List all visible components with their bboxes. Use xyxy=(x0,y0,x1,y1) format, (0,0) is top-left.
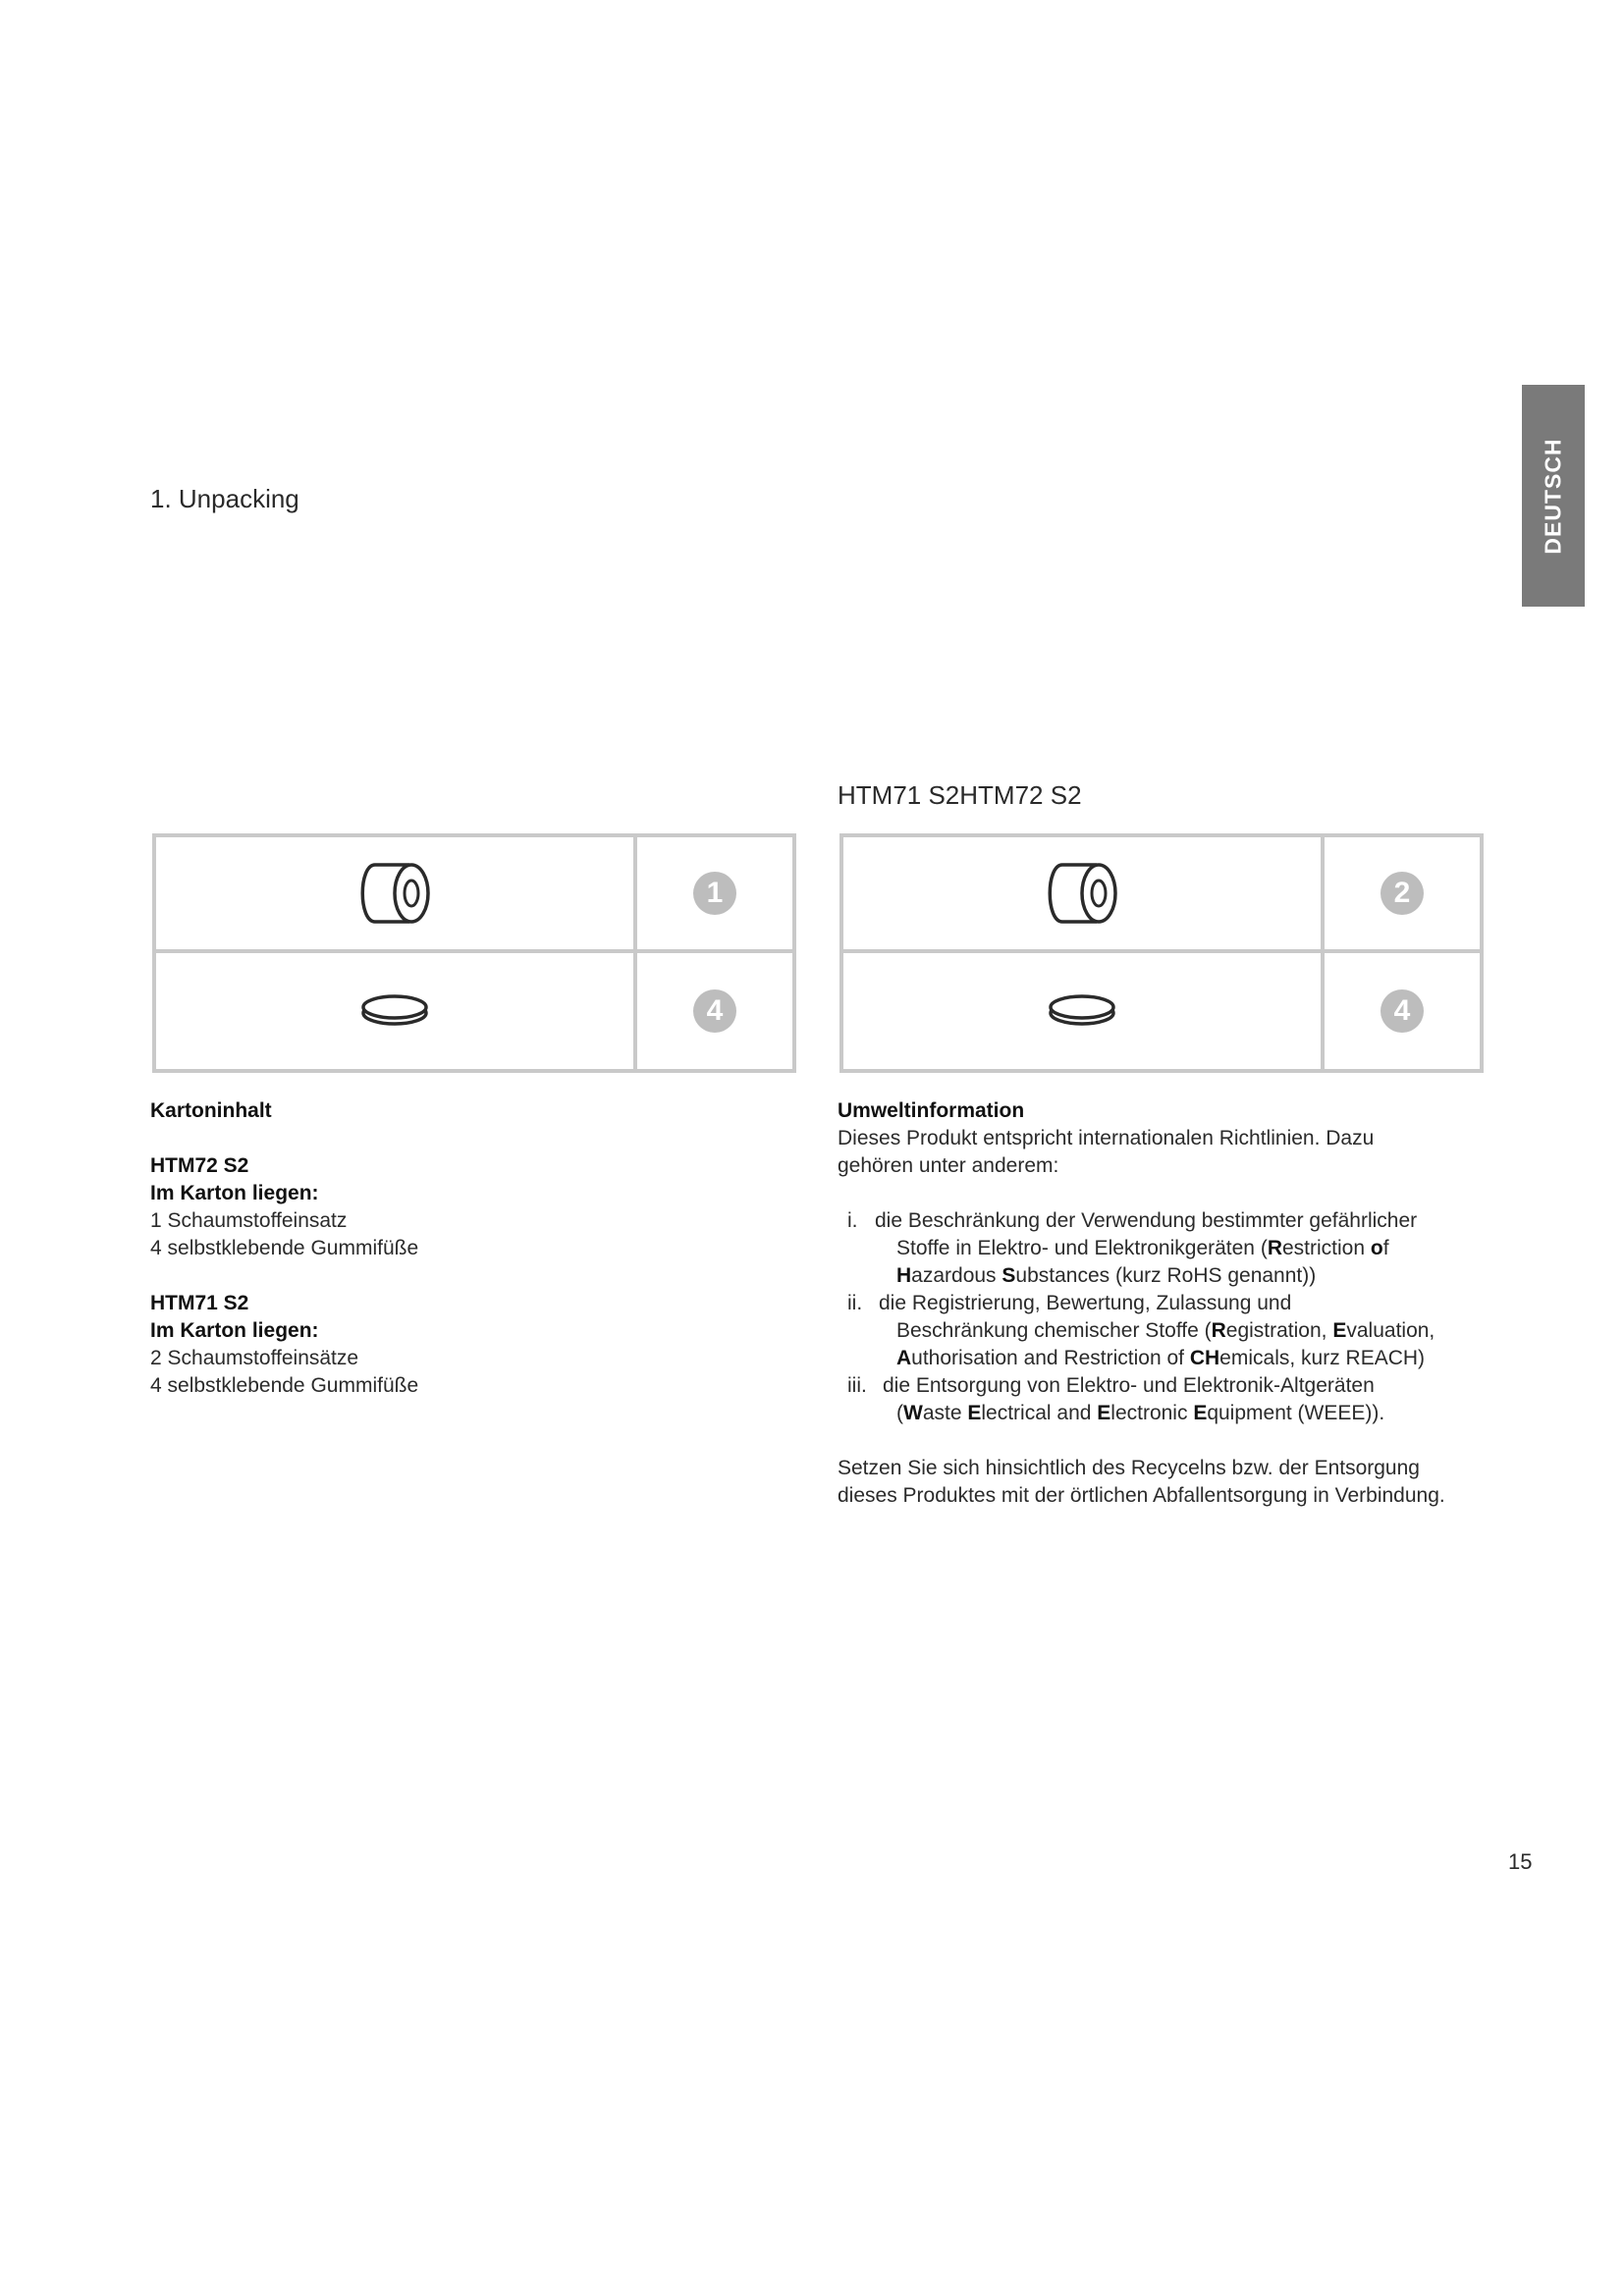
figure-left-foam-qty-cell xyxy=(637,837,792,953)
directive-item-weee xyxy=(838,1372,1505,1427)
figure-right-foam-qty-cell xyxy=(1325,837,1480,953)
foam-insert-icon xyxy=(351,859,439,928)
quantity-badge: 4 xyxy=(693,989,736,1033)
contents-item: 1 Schaumstoffeinsatz xyxy=(150,1209,348,1232)
directive-item-rohs xyxy=(838,1207,1505,1290)
contents-label: Im Karton liegen: xyxy=(150,1319,319,1342)
figure-left-foot-qty-cell xyxy=(637,953,792,1069)
environment-intro-line: Dieses Produkt entspricht internationalen Richtlinien. Dazu xyxy=(838,1127,1375,1149)
language-tab-label: DEUTSCH xyxy=(1540,437,1566,555)
contents-model: HTM71 S2 xyxy=(150,1292,249,1314)
directive-line: die Entsorgung von Elektro- und Elektronik-Altgeräten xyxy=(883,1374,1375,1397)
figure-right xyxy=(839,833,1484,1073)
contents-model: HTM72 S2 xyxy=(150,1154,249,1177)
contents-item: 4 selbstklebende Gummifüße xyxy=(150,1237,419,1259)
contents-item: 2 Schaumstoffeinsätze xyxy=(150,1347,359,1369)
directive-line: (Waste Electrical and Electronic Equipment (WEEE)). xyxy=(896,1402,1385,1424)
environment-intro-line: gehören unter anderem: xyxy=(838,1154,1059,1177)
quantity-badge: 1 xyxy=(693,872,736,915)
language-tab xyxy=(1522,385,1585,607)
directive-number: i. xyxy=(847,1209,858,1232)
models-heading: HTM71 S2HTM72 S2 xyxy=(838,780,1082,810)
page-number: 15 xyxy=(1508,1849,1533,1874)
figure-right-foot-qty-cell xyxy=(1325,953,1480,1069)
directive-line: Hazardous Substances (kurz RoHS genannt)) xyxy=(896,1264,1317,1287)
figure-left-foot-cell xyxy=(156,953,637,1069)
contents-heading: Kartoninhalt xyxy=(150,1099,272,1122)
environment-heading: Umweltinformation xyxy=(838,1099,1025,1122)
figure-left-foam-cell xyxy=(156,837,637,953)
directive-line: Stoffe in Elektro- und Elektronikgeräten (Restriction of xyxy=(896,1237,1389,1259)
rubber-foot-icon xyxy=(355,991,434,1031)
carton-contents xyxy=(150,1097,779,1400)
figure-right-foam-cell xyxy=(843,837,1325,953)
figure-left xyxy=(152,833,796,1073)
environment-info xyxy=(838,1097,1505,1510)
environment-closing-line: Setzen Sie sich hinsichtlich des Recycelns bzw. der Entsorgung xyxy=(838,1457,1420,1479)
figure-right-foot-cell xyxy=(843,953,1325,1069)
directive-line: die Beschränkung der Verwendung bestimmter gefährlicher xyxy=(875,1209,1418,1232)
quantity-badge: 4 xyxy=(1380,989,1424,1033)
contents-item: 4 selbstklebende Gummifüße xyxy=(150,1374,419,1397)
directive-item-reach xyxy=(838,1290,1505,1372)
quantity-badge: 2 xyxy=(1380,872,1424,915)
rubber-foot-icon xyxy=(1043,991,1121,1031)
environment-closing-line: dieses Produktes mit der örtlichen Abfallentsorgung in Verbindung. xyxy=(838,1484,1445,1507)
section-title: 1. Unpacking xyxy=(150,484,299,513)
directive-line: die Registrierung, Bewertung, Zulassung und xyxy=(879,1292,1292,1314)
contents-label: Im Karton liegen: xyxy=(150,1182,319,1204)
directive-number: iii. xyxy=(847,1374,867,1397)
foam-insert-icon xyxy=(1038,859,1126,928)
directive-number: ii. xyxy=(847,1292,863,1314)
directive-line: Authorisation and Restriction of CHemicals, kurz REACH) xyxy=(896,1347,1426,1369)
directive-line: Beschränkung chemischer Stoffe (Registration, Evaluation, xyxy=(896,1319,1435,1342)
